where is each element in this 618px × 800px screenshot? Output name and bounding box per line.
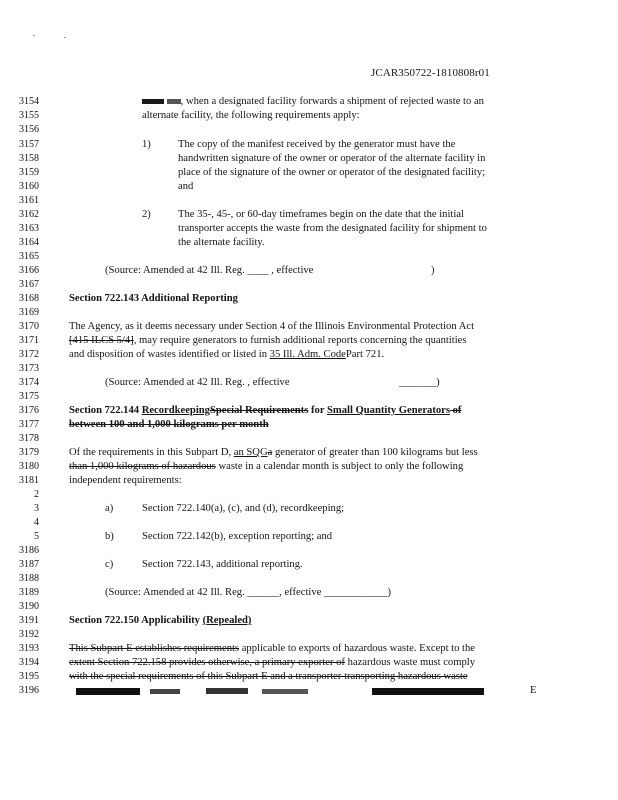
list-number: a) — [105, 503, 114, 514]
line-number: 4 — [34, 517, 39, 528]
body-line: and — [178, 181, 194, 192]
section-heading: Section 722.143 Additional Reporting — [69, 293, 238, 304]
section-heading: Section 722.150 Applicability (Repealed) — [69, 615, 252, 626]
struck-text: [415 ILCS 5/4] — [69, 335, 134, 346]
line-number: 3165 — [19, 251, 39, 262]
line-number: 3175 — [19, 391, 39, 402]
source-note: (Source: Amended at 42 Ill. Reg. , effective — [105, 377, 290, 388]
scan-artifact — [64, 37, 66, 38]
body-line: This Subpart E establishes requirements applicable to exports of hazardous waste. Except to the — [69, 643, 475, 654]
list-number: b) — [105, 531, 114, 542]
line-number: 3187 — [19, 559, 39, 570]
body-line: Section 722.142(b), exception reporting; and — [142, 531, 333, 542]
partial-glyph: E — [530, 685, 537, 696]
line-number: 3186 — [19, 545, 39, 556]
line-number: 3155 — [19, 110, 39, 121]
redaction-mark — [167, 99, 181, 104]
redaction-mark — [142, 99, 164, 104]
body-line: alternate facility, the following requirements apply: — [142, 110, 360, 121]
body-line: than 1,000 kilograms of hazardous waste in a calendar month is subject to only the following — [69, 461, 464, 472]
line-number: 5 — [34, 531, 39, 542]
scan-artifact — [33, 35, 35, 36]
list-number: 2) — [142, 209, 151, 220]
scan-redaction — [262, 689, 308, 694]
line-number: 3174 — [19, 377, 39, 388]
line-number: 3 — [34, 503, 39, 514]
line-number: 3189 — [19, 587, 39, 598]
section-heading-struck: between 100 and 1,000 kilograms per month — [69, 419, 269, 430]
section-heading: Section 722.144 RecordkeepingSpecial Requirements for Small Quantity Generators of — [69, 405, 462, 416]
body-line: , when a designated facility forwards a shipment of rejected waste to an — [142, 95, 484, 108]
body-line: the alternate facility. — [178, 237, 265, 248]
line-number: 3159 — [19, 167, 39, 178]
line-number: 3162 — [19, 209, 39, 220]
body-line: extent Section 722.158 provides otherwise, a primary exporter of hazardous waste must comply — [69, 657, 475, 668]
line-number: 3167 — [19, 279, 39, 290]
line-number: 2 — [34, 489, 39, 500]
source-note: (Source: Amended at 42 Ill. Reg. ______, effective ____________) — [105, 587, 392, 598]
scan-redaction — [206, 688, 248, 694]
line-number: 3195 — [19, 671, 39, 682]
list-number: 1) — [142, 139, 151, 150]
line-number: 3158 — [19, 153, 39, 164]
document-id: JCAR350722-1810808r01 — [371, 67, 490, 79]
body-line: transporter accepts the waste from the designated facility for shipment to — [178, 223, 487, 234]
line-number: 3171 — [19, 335, 39, 346]
source-close: ) — [431, 265, 435, 276]
line-number: 3179 — [19, 447, 39, 458]
list-number: c) — [105, 559, 114, 570]
source-close: _______) — [399, 377, 440, 388]
line-number: 3188 — [19, 573, 39, 584]
line-number: 3169 — [19, 307, 39, 318]
body-line: Section 722.143, additional reporting. — [142, 559, 303, 570]
line-number: 3156 — [19, 124, 39, 135]
source-note: (Source: Amended at 42 Ill. Reg. ____ , effective — [105, 265, 314, 276]
line-number: 3166 — [19, 265, 39, 276]
scan-redaction — [76, 688, 140, 695]
scan-redaction — [372, 688, 484, 695]
line-number: 3154 — [19, 96, 39, 107]
body-line-struck: with the special requirements of this Subpart E and a transporter transporting hazardous waste — [69, 671, 468, 682]
line-number: 3181 — [19, 475, 39, 486]
line-number: 3157 — [19, 139, 39, 150]
line-number: 3192 — [19, 629, 39, 640]
line-number: 3193 — [19, 643, 39, 654]
body-line: The Agency, as it deems necessary under Section 4 of the Illinois Environmental Protection Act — [69, 321, 475, 332]
body-line: Section 722.140(a), (c), and (d), recordkeeping; — [142, 503, 345, 514]
line-number: 3161 — [19, 195, 39, 206]
body-line: The copy of the manifest received by the generator must have the — [178, 139, 456, 150]
line-number: 3196 — [19, 685, 39, 696]
line-number: 3180 — [19, 461, 39, 472]
line-number: 3176 — [19, 405, 39, 416]
body-line: place of the signature of the owner or operator of the designated facility; — [178, 167, 486, 178]
body-line: Of the requirements in this Subpart D, an SQGa generator of greater than 100 kilograms but less — [69, 447, 478, 458]
line-number: 3190 — [19, 601, 39, 612]
line-number: 3194 — [19, 657, 39, 668]
line-number: 3191 — [19, 615, 39, 626]
line-number: 3168 — [19, 293, 39, 304]
line-number: 3163 — [19, 223, 39, 234]
line-number: 3173 — [19, 363, 39, 374]
line-number: 3164 — [19, 237, 39, 248]
line-number: 3172 — [19, 349, 39, 360]
scan-redaction — [150, 689, 180, 694]
line-number: 3160 — [19, 181, 39, 192]
body-line: [415 ILCS 5/4], may require generators to furnish additional reports concerning the quantities — [69, 335, 467, 346]
line-number: 3170 — [19, 321, 39, 332]
line-number: 3177 — [19, 419, 39, 430]
body-line: independent requirements: — [69, 475, 182, 486]
body-line: The 35-, 45-, or 60-day timeframes begin on the date that the initial — [178, 209, 464, 220]
body-line: handwritten signature of the owner or operator of the alternate facility in — [178, 153, 486, 164]
body-line: and disposition of wastes identified or listed in 35 Ill. Adm. CodePart 721. — [69, 349, 385, 360]
underlined-text: 35 Ill. Adm. Code — [269, 349, 346, 360]
line-number: 3178 — [19, 433, 39, 444]
